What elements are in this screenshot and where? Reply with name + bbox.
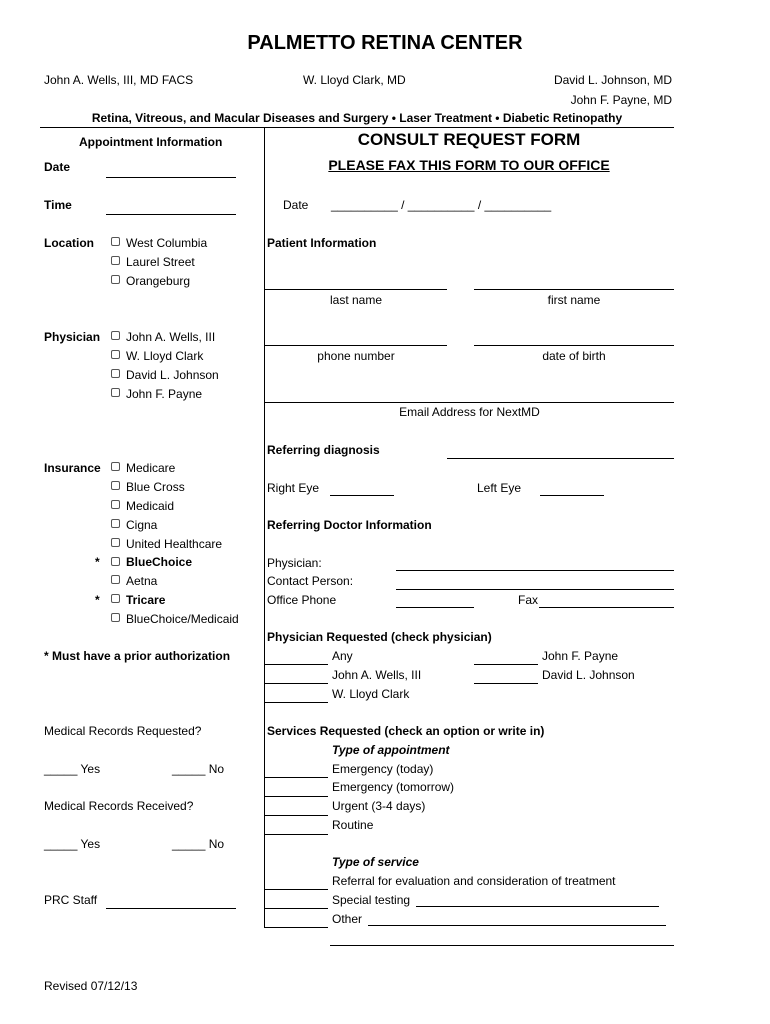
- appointment-emergency-tomorrow: Emergency (tomorrow): [332, 780, 455, 794]
- email-field[interactable]: [265, 402, 674, 403]
- phone-number-field[interactable]: [265, 345, 447, 346]
- physician-label: Physician: [44, 330, 101, 344]
- insurance-checkbox-united-healthcare[interactable]: [111, 538, 120, 547]
- date-of-birth-label: date of birth: [542, 349, 606, 363]
- services-requested-heading: Services Requested (check an option or write in): [267, 724, 545, 738]
- appointment-emergency-today: Emergency (today): [332, 762, 434, 776]
- location-laurel-street: Laurel Street: [126, 255, 195, 269]
- appointment-date-field[interactable]: [106, 177, 236, 178]
- requested-johnson-blank[interactable]: [474, 683, 538, 684]
- appointment-routine: Routine: [332, 818, 374, 832]
- last-name-field[interactable]: [265, 289, 447, 290]
- fax-field[interactable]: [539, 607, 674, 608]
- date-of-birth-field[interactable]: [474, 345, 674, 346]
- referring-diagnosis-field[interactable]: [447, 458, 674, 459]
- prc-staff-label: PRC Staff: [44, 893, 98, 907]
- insurance-checkbox-medicaid[interactable]: [111, 500, 120, 509]
- insurance-tricare: Tricare: [126, 593, 166, 607]
- referring-diagnosis-label: Referring diagnosis: [267, 443, 380, 457]
- first-name-field[interactable]: [474, 289, 674, 290]
- other-field-continued[interactable]: [330, 945, 674, 946]
- doctor-payne-header: John F. Payne, MD: [570, 93, 672, 107]
- records-received-yes[interactable]: _____ Yes: [44, 837, 101, 851]
- right-eye-field[interactable]: [330, 495, 394, 496]
- appointment-heading: Appointment Information: [79, 135, 223, 149]
- doctor-wells-header: John A. Wells, III, MD FACS: [44, 73, 194, 87]
- doctor-clark-header: W. Lloyd Clark, MD: [303, 73, 406, 87]
- service-special-testing-blank[interactable]: [265, 908, 328, 909]
- first-name-label: first name: [547, 293, 601, 307]
- requested-clark-blank[interactable]: [265, 702, 328, 703]
- other-field[interactable]: [368, 925, 666, 926]
- insurance-aetna: Aetna: [126, 574, 158, 588]
- insurance-label: Insurance: [44, 461, 101, 475]
- patient-info-heading: Patient Information: [267, 236, 377, 250]
- insurance-checkbox-bluechoice[interactable]: [111, 557, 120, 566]
- tricare-asterisk: *: [95, 593, 100, 607]
- records-requested-no[interactable]: _____ No: [172, 762, 225, 776]
- appointment-date-label: Date: [44, 160, 71, 174]
- records-received-no[interactable]: _____ No: [172, 837, 225, 851]
- requested-wells-blank[interactable]: [265, 683, 328, 684]
- email-label: Email Address for NextMD: [399, 405, 540, 419]
- appointment-time-label: Time: [44, 198, 72, 212]
- last-name-label: last name: [329, 293, 383, 307]
- insurance-cigna: Cigna: [126, 518, 158, 532]
- contact-person-label: Contact Person:: [267, 574, 354, 588]
- form-title: CONSULT REQUEST FORM: [357, 130, 581, 149]
- type-of-service-heading: Type of service: [332, 855, 419, 869]
- requested-any: Any: [332, 649, 353, 663]
- location-west-columbia: West Columbia: [126, 236, 208, 250]
- office-phone-field[interactable]: [396, 607, 474, 608]
- insurance-united-healthcare: United Healthcare: [126, 537, 223, 551]
- consult-date-field[interactable]: __________ / __________ / __________: [331, 198, 552, 212]
- location-checkbox-orangeburg[interactable]: [111, 275, 120, 284]
- header-divider: [40, 127, 674, 128]
- insurance-medicaid: Medicaid: [126, 499, 175, 513]
- insurance-checkbox-blue-cross[interactable]: [111, 481, 120, 490]
- referring-doctor-heading: Referring Doctor Information: [267, 518, 432, 532]
- referring-physician-label: Physician:: [267, 556, 322, 570]
- service-special-testing: Special testing: [332, 893, 411, 907]
- requested-payne: John F. Payne: [542, 649, 619, 663]
- prc-staff-field[interactable]: [106, 908, 236, 909]
- physician-johnson: David L. Johnson: [126, 368, 219, 382]
- insurance-bluechoice: BlueChoice: [126, 555, 193, 569]
- left-eye-label: Left Eye: [477, 481, 522, 495]
- physician-checkbox-clark[interactable]: [111, 350, 120, 359]
- clinic-title: PALMETTO RETINA CENTER: [247, 32, 523, 54]
- bluechoice-asterisk: *: [95, 555, 100, 569]
- insurance-checkbox-aetna[interactable]: [111, 575, 120, 584]
- insurance-checkbox-cigna[interactable]: [111, 519, 120, 528]
- location-checkbox-laurel-street[interactable]: [111, 256, 120, 265]
- right-eye-label: Right Eye: [267, 481, 320, 495]
- physician-wells: John A. Wells, III: [126, 330, 216, 344]
- fax-label: Fax: [518, 593, 539, 607]
- records-received-label: Medical Records Received?: [44, 799, 194, 813]
- appointment-urgent: Urgent (3-4 days): [332, 799, 426, 813]
- insurance-bluechoice-medicaid: BlueChoice/Medicaid: [126, 612, 239, 626]
- column-divider: [264, 128, 265, 928]
- contact-person-field[interactable]: [396, 589, 674, 590]
- insurance-medicare: Medicare: [126, 461, 176, 475]
- records-requested-yes[interactable]: _____ Yes: [44, 762, 101, 776]
- physician-checkbox-johnson[interactable]: [111, 369, 120, 378]
- requested-johnson: David L. Johnson: [542, 668, 635, 682]
- appointment-emergency-today-blank[interactable]: [265, 777, 328, 778]
- physician-requested-heading: Physician Requested (check physician): [267, 630, 492, 644]
- insurance-checkbox-medicare[interactable]: [111, 462, 120, 471]
- doctor-johnson-header: David L. Johnson, MD: [553, 73, 672, 87]
- phone-number-label: phone number: [317, 349, 395, 363]
- requested-wells: John A. Wells, III: [332, 668, 422, 682]
- service-other: Other: [332, 912, 363, 926]
- appointment-urgent-blank[interactable]: [265, 815, 328, 816]
- service-referral: Referral for evaluation and consideration of treatment: [332, 874, 616, 888]
- appointment-emergency-tomorrow-blank[interactable]: [265, 796, 328, 797]
- prior-authorization-note: * Must have a prior authorization: [44, 649, 231, 663]
- service-referral-blank[interactable]: [265, 889, 328, 890]
- appointment-time-field[interactable]: [106, 214, 236, 215]
- revision-date: Revised 07/12/13: [44, 979, 138, 993]
- records-requested-label: Medical Records Requested?: [44, 724, 202, 738]
- requested-payne-blank[interactable]: [474, 664, 538, 665]
- consult-date-label: Date: [283, 198, 309, 212]
- physician-clark: W. Lloyd Clark: [126, 349, 204, 363]
- service-other-blank[interactable]: [265, 927, 328, 928]
- type-of-appointment-heading: Type of appointment: [332, 743, 450, 757]
- location-label: Location: [44, 236, 94, 250]
- requested-any-blank[interactable]: [265, 664, 328, 665]
- specialties-line: Retina, Vitreous, and Macular Diseases and Surgery • Laser Treatment • Diabetic Retinopathy: [91, 111, 623, 125]
- fax-instruction: PLEASE FAX THIS FORM TO OUR OFFICE: [328, 157, 610, 173]
- location-checkbox-west-columbia[interactable]: [111, 237, 120, 246]
- physician-checkbox-wells[interactable]: [111, 331, 120, 340]
- location-orangeburg: Orangeburg: [126, 274, 191, 288]
- referring-physician-field[interactable]: [396, 570, 674, 571]
- office-phone-label: Office Phone: [267, 593, 337, 607]
- appointment-routine-blank[interactable]: [265, 834, 328, 835]
- physician-payne: John F. Payne: [126, 387, 203, 401]
- insurance-checkbox-tricare[interactable]: [111, 594, 120, 603]
- insurance-checkbox-bluechoice-medicaid[interactable]: [111, 613, 120, 622]
- requested-clark: W. Lloyd Clark: [332, 687, 410, 701]
- physician-checkbox-payne[interactable]: [111, 388, 120, 397]
- insurance-blue-cross: Blue Cross: [126, 480, 185, 494]
- left-eye-field[interactable]: [540, 495, 604, 496]
- special-testing-field[interactable]: [416, 906, 659, 907]
